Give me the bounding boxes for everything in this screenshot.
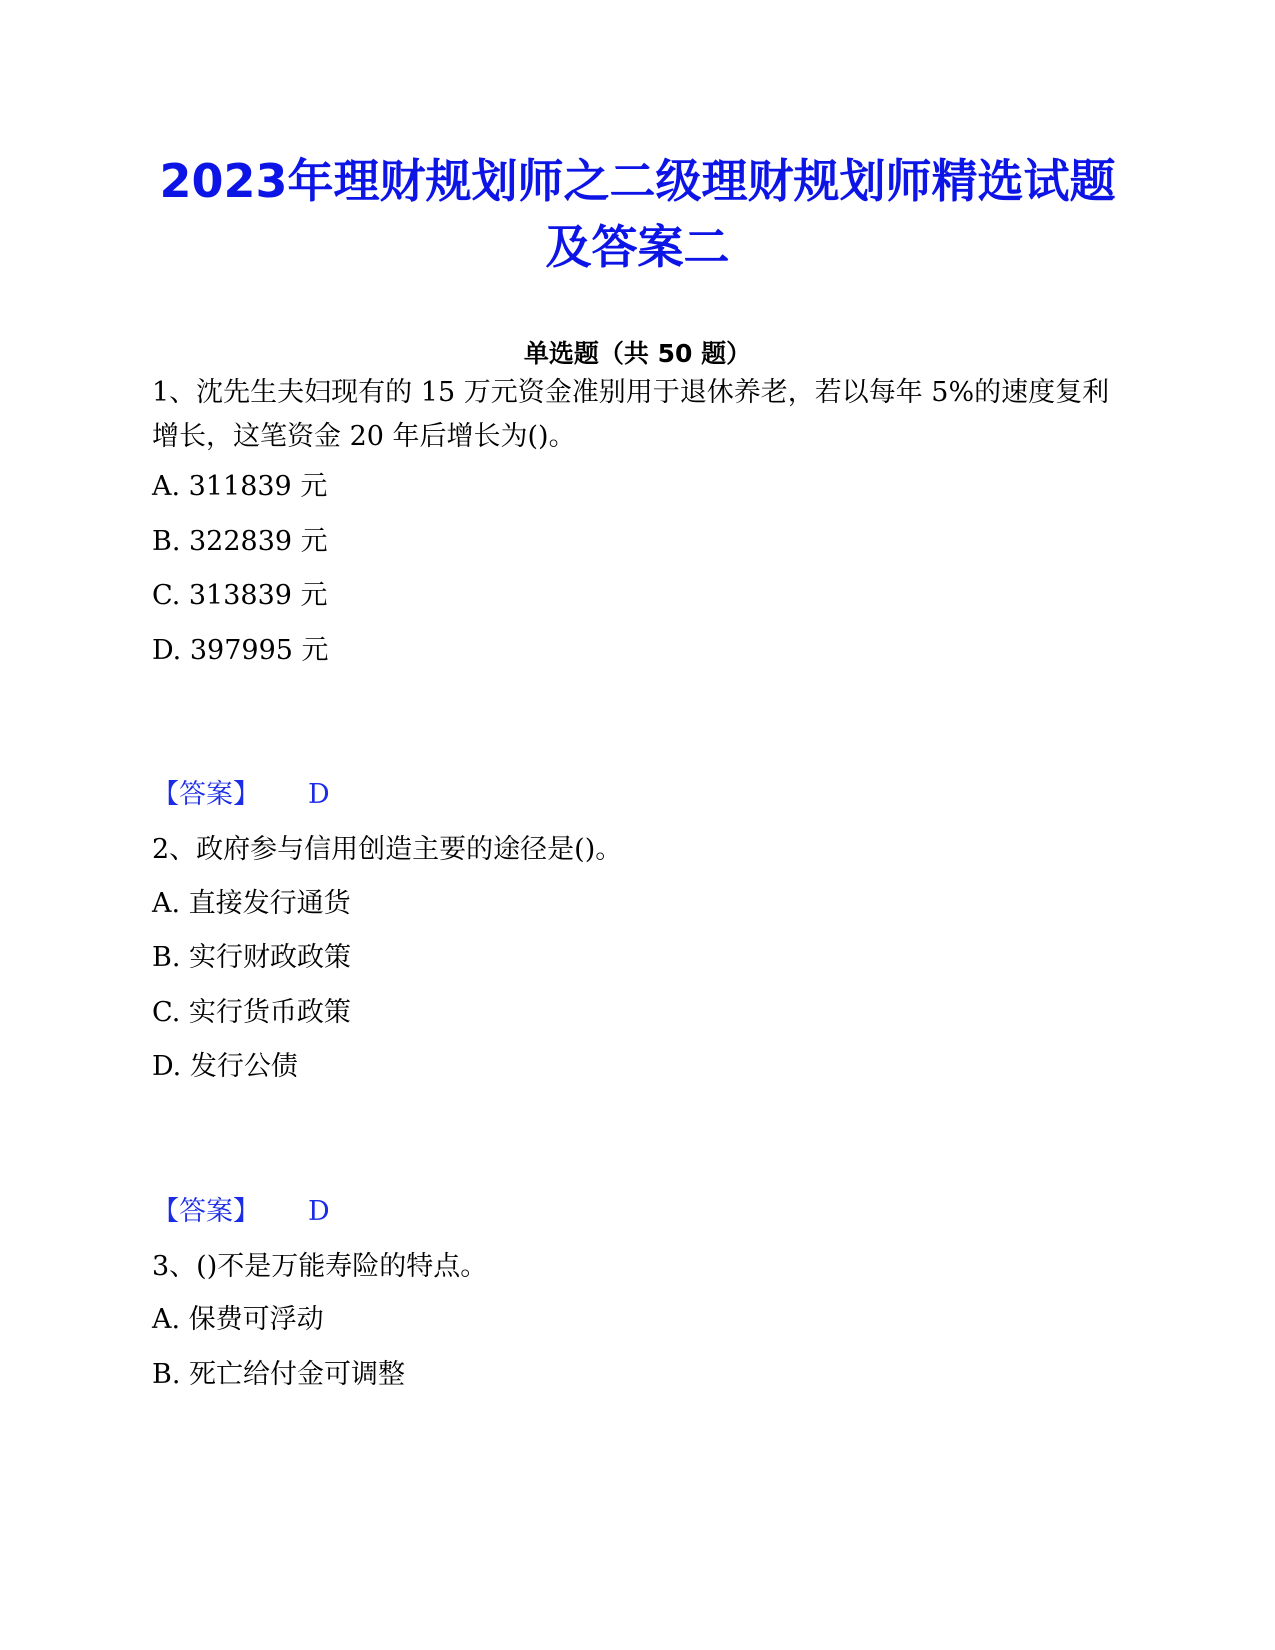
option-b: B. 322839 元 xyxy=(152,526,328,557)
option-a: A. 保费可浮动 xyxy=(152,1304,324,1335)
document-title: 2023年理财规划师之二级理财规划师精选试题及答案二 xyxy=(159,154,1116,274)
answer-line xyxy=(152,1192,330,1232)
answer-label: 【答案】 xyxy=(152,779,260,810)
answer-label: 【答案】 xyxy=(152,1196,260,1227)
option-c: C. 313839 元 xyxy=(152,580,328,611)
question-stem: 1、沈先生夫妇现有的 15 万元资金准别用于退休养老，若以每年 5%的速度复利增长，这笔资金 20 年后增长为()。 xyxy=(152,377,1110,452)
option-d: D. 397995 元 xyxy=(152,635,329,666)
section-heading: 单选题（共 50 题） xyxy=(523,339,752,368)
answer-value: D xyxy=(308,779,330,810)
answer-line xyxy=(152,775,330,815)
option-b: B. 实行财政政策 xyxy=(152,942,352,973)
question-stem: 2、政府参与信用创造主要的途径是()。 xyxy=(152,834,623,865)
option-c: C. 实行货币政策 xyxy=(152,997,351,1028)
answer-value: D xyxy=(308,1196,330,1227)
option-a: A. 直接发行通货 xyxy=(152,888,351,919)
question-stem: 3、()不是万能寿险的特点。 xyxy=(152,1251,488,1282)
option-b: B. 死亡给付金可调整 xyxy=(152,1359,406,1390)
option-d: D. 发行公债 xyxy=(152,1051,298,1082)
option-a: A. 311839 元 xyxy=(152,471,328,502)
